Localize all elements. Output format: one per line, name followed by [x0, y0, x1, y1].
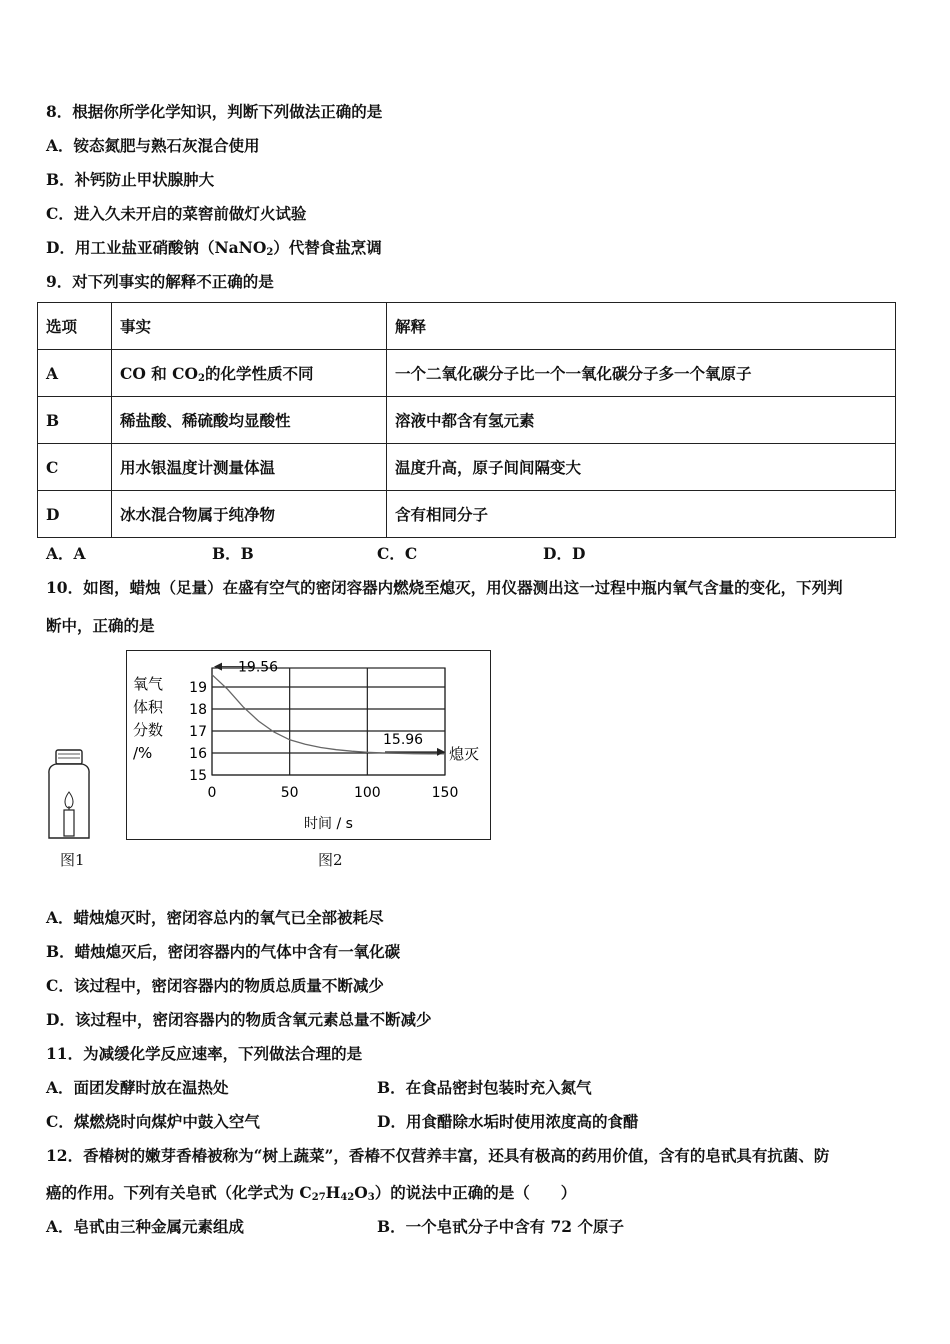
table-cell-option: B	[38, 397, 112, 444]
q9-table	[37, 302, 896, 538]
q10-option-d: D．该过程中，密闭容器内的物质含氧元素总量不断减少	[46, 1010, 432, 1029]
y-tick-label: 17	[189, 724, 207, 740]
q12-option-a: A．皂甙由三种金属元素组成	[46, 1217, 245, 1236]
plot-area	[212, 668, 445, 775]
table-cell-option: D	[38, 491, 112, 538]
table-row	[38, 397, 896, 444]
x-tick-label: 150	[431, 785, 459, 801]
q11-stem: 11．为减缓化学反应速率，下列做法合理的是	[46, 1044, 363, 1063]
x-tick-label: 50	[280, 785, 299, 801]
q11-option-c: C．煤燃烧时向煤炉中鼓入空气	[46, 1112, 260, 1131]
q10-option-c: C．该过程中，密闭容器内的物质总质量不断减少	[46, 976, 384, 995]
q8-option-c: C．进入久未开启的菜窖前做灯火试验	[46, 204, 307, 223]
q11-option-d: D．用食醋除水垢时使用浓度高的食醋	[377, 1112, 639, 1131]
y-tick-label: 16	[189, 746, 207, 762]
annotation-extinguished: 熄灭	[449, 744, 480, 763]
figure-1-label: 图1	[60, 851, 85, 869]
y-tick-label: 19	[189, 680, 207, 696]
table-header-cell: 选项	[38, 303, 112, 350]
q9-stem: 9．对下列事实的解释不正确的是	[46, 272, 274, 291]
q12-option-b: B．一个皂甙分子中含有 72 个原子	[377, 1217, 624, 1236]
q10-stem-line1: 10．如图，蜡烛（足量）在盛有空气的密闭容器内燃烧至熄灭，用仪器测出这一过程中瓶内氧气含量的变化，下列判	[46, 578, 843, 597]
table-cell-explain: 溶液中都含有氢元素	[387, 397, 896, 444]
table-row	[38, 350, 896, 397]
annotation-end-value: 15.96	[383, 731, 424, 748]
x-tick-label: 0	[207, 785, 217, 801]
chart-frame	[126, 650, 491, 840]
table-cell-explain: 一个二氧化碳分子比一个一氧化碳分子多一个氧原子	[387, 350, 896, 397]
q10-stem-line2: 断中，正确的是	[46, 616, 155, 635]
table-row	[38, 444, 896, 491]
table-cell-option: A	[38, 350, 112, 397]
table-cell-fact: 冰水混合物属于纯净物	[112, 491, 387, 538]
y-tick-label: 15	[189, 768, 207, 784]
annotation-start-value: 19.56	[238, 659, 279, 676]
q10-option-a: A．蜡烛熄灭时，密闭容总内的氧气已全部被耗尽	[46, 908, 384, 927]
y-axis-label-line: 体积	[133, 698, 164, 716]
table-row	[38, 491, 896, 538]
bottle-cap	[56, 750, 82, 764]
arrowhead-icon	[214, 663, 222, 671]
candle-bottle-figure	[44, 748, 100, 844]
q11-option-b: B．在食品密封包装时充入氮气	[377, 1078, 592, 1097]
q12-stem-line2: 癌的作用。下列有关皂甙（化学式为 $C_{27}H_{42}O_3$）的说法中正确的是（ ）	[46, 1183, 577, 1203]
arrowhead-icon	[437, 748, 445, 756]
table-header-cell: 事实	[112, 303, 387, 350]
q10-option-b: B．蜡烛熄灭后，密闭容器内的气体中含有一氧化碳	[46, 942, 401, 961]
q9-choice-b: B．B	[212, 544, 254, 563]
table-cell-explain: 温度升高，原子间间隔变大	[387, 444, 896, 491]
table-cell-explain: 含有相同分子	[387, 491, 896, 538]
x-axis-label: 时间 / s	[304, 816, 353, 832]
q8-option-a: A．铵态氮肥与熟石灰混合使用	[46, 136, 260, 155]
table-header-row	[38, 303, 896, 350]
y-axis-label-line: 分数	[133, 721, 164, 739]
y-axis-label-line: 氧气	[133, 675, 164, 693]
figure-2-label: 图2	[318, 851, 343, 869]
table-cell-option: C	[38, 444, 112, 491]
table-header-cell: 解释	[387, 303, 896, 350]
q11-option-a: A．面团发酵时放在温热处	[46, 1078, 229, 1097]
candle	[64, 810, 74, 836]
q9-choice-a: A．A	[46, 544, 86, 563]
oxygen-chart	[127, 651, 490, 839]
q8-option-d: D．用工业盐亚硝酸钠（NaNO$_2$）代替食盐烹调	[46, 238, 382, 258]
table-cell-fact: 用水银温度计测量体温	[112, 444, 387, 491]
x-tick-label: 100	[353, 785, 381, 801]
y-axis-label-line: /%	[133, 744, 153, 762]
y-tick-label: 18	[189, 702, 207, 718]
q12-stem-line1: 12．香椿树的嫩芽香椿被称为“树上蔬菜”，香椿不仅营养丰富，还具有极高的药用价值，含有的皂甙具有抗菌、防	[46, 1146, 830, 1165]
q8-option-b: B．补钙防止甲状腺肿大	[46, 170, 215, 189]
table-cell-fact: CO 和 $CO_2$的化学性质不同	[112, 350, 387, 397]
table-cell-fact: 稀盐酸、稀硫酸均显酸性	[112, 397, 387, 444]
q8-stem: 8．根据你所学化学知识，判断下列做法正确的是	[46, 102, 383, 121]
y-axis-label	[133, 675, 164, 762]
q9-choice-c: C．C	[377, 544, 418, 563]
q9-choice-d: D．D	[543, 544, 586, 563]
